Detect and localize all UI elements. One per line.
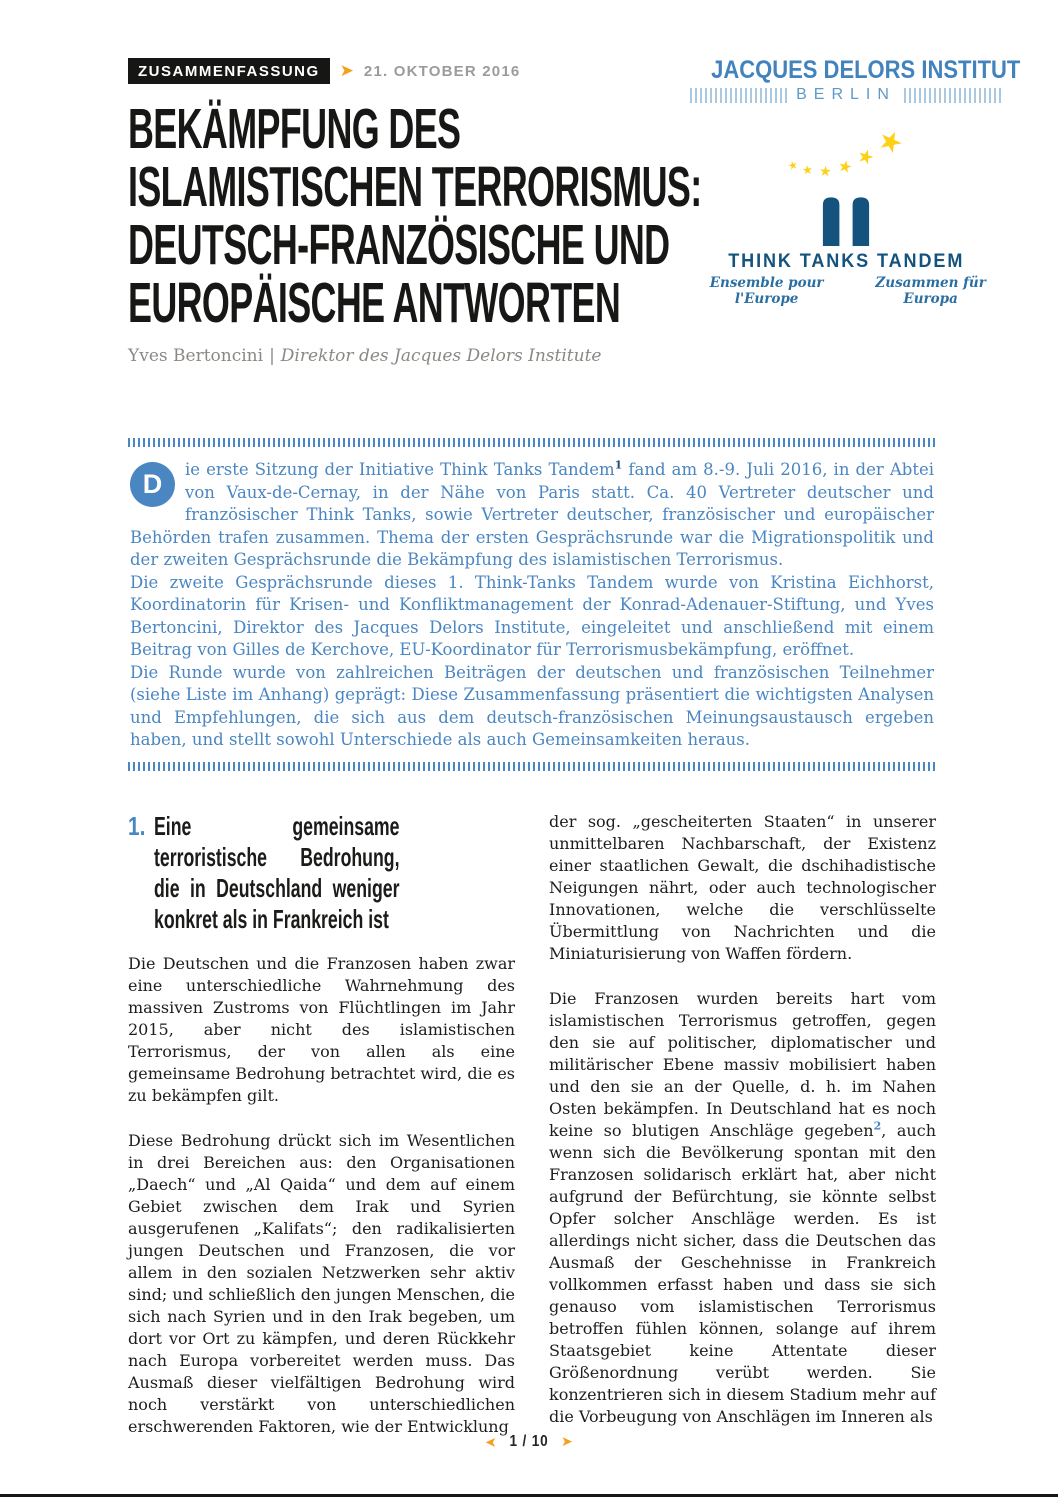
author-name: Yves Bertoncini bbox=[128, 346, 264, 366]
author-separator: | bbox=[269, 346, 275, 366]
arrow-right-icon: ➤ bbox=[339, 60, 354, 81]
berlin-row bbox=[690, 86, 1002, 104]
arrow-right-icon: ➤ bbox=[561, 1434, 573, 1450]
abstract-p1-text: ie erste Sitzung der Initiative Think Tanks Tandem bbox=[185, 460, 615, 479]
star-icon: ★ bbox=[801, 162, 814, 178]
body-paragraph bbox=[549, 988, 936, 1428]
body-paragraph: Diese Bedrohung drückt sich im Wesentlichen in drei Bereichen aus: den Organisationen „Daech“ und „Al Qaida“ und dem auf einem Gebiet zwischen dem Irak und Syrien ausgerufenen „Kalifats“; den radikalisierten jungen Deutschen und Franzosen, die vor allem in den sozialen Netzwerken sehr aktiv sind; und schließlich den jungen Menschen, die sich nach Syrien und in den Irak begeben, um dort vor Ort zu kämpfen, und deren Rückkehr nach Europa vorbereitet werden muss. Das Ausmaß dieser vielfältigen Bedrohung wird noch verstärkt von unterschiedlichen erschwerenden Faktoren, wie der Entwicklung bbox=[128, 1130, 515, 1436]
section-1-number: 1. bbox=[128, 810, 146, 841]
berlin-bars-right-icon bbox=[904, 88, 1002, 103]
title-line-4: EUROPÄISCHE ANTWORTEN bbox=[128, 271, 621, 335]
star-icon: ★ bbox=[786, 157, 800, 174]
page-indicator: 1 / 10 bbox=[509, 1433, 549, 1450]
abstract-p1-text-cont: fand am 8.-9. Juli 2016, in der Abtei von Vaux-de-Cernay, in der Nähe von Paris statt. Ca. 40 Vertreter deutscher und französischer Think Tanks, sowie Vertreter deutscher, französischer und europäischer Behörden trafen zusammen. Thema der ersten Gesprächsrunde war die Migrationspolitik und der zweiten Gesprächsrunde die Bekämpfung des islamistischen Terrorismus. bbox=[130, 460, 934, 569]
abstract-text bbox=[128, 447, 936, 762]
footnote-ref-2: 2 bbox=[873, 1119, 882, 1133]
abstract-paragraph-3: Die Runde wurde von zahlreichen Beiträgen der deutschen und französischen Teilnehmer (siehe Liste im Anhang) geprägt: Diese Zusammenfassung präsentiert die wichtigsten Analysen und Empfehlungen, die sich aus dem deutsch-französischen Meinungsaustausch ergeben haben, und stellt sowohl Unterschiede als auch Gemeinsamkeiten heraus. bbox=[130, 662, 934, 749]
body-columns bbox=[128, 811, 936, 1461]
body-paragraph: Die Deutschen und die Franzosen haben zwar eine unterschiedliche Wahrnehmung des massiven Zustroms von Flüchtlingen im Jahr 2015, aber nicht des islamistischen Terrorismus, der von allen als eine gemeinsame Bedrohung betrachtet wird, die es zu bekämpfen gilt. bbox=[128, 953, 515, 1105]
berlin-bars-left-icon bbox=[690, 88, 788, 103]
think-tanks-tandem-logo bbox=[690, 121, 1002, 307]
star-icon: ★ bbox=[854, 143, 878, 171]
right-column bbox=[549, 811, 936, 1461]
abstract-box bbox=[128, 438, 936, 771]
arrow-left-icon: ➤ bbox=[485, 1434, 497, 1450]
logo-block bbox=[690, 56, 1021, 307]
left-column bbox=[128, 811, 515, 1461]
star-icon: ★ bbox=[836, 155, 855, 178]
footnote-ref-1: 1 bbox=[614, 458, 623, 472]
title-line-3: DEUTSCH-FRANZÖSISCHE UND bbox=[128, 213, 670, 277]
body-paragraph: der sog. „gescheiterten Staaten“ in unserer unmittelbaren Nachbarschaft, der Existenz einer staatlichen Gewalt, die dschihadistische Neigungen nährt, oder auch technologischer Innovationen, welche die verschlüsselte Übermittlung von Nachrichten und die Miniaturisierung von Waffen fördern. bbox=[549, 811, 936, 963]
document-type-badge: ZUSAMMENFASSUNG bbox=[128, 58, 330, 84]
tandem-logo-text: THINK TANKS TANDEM bbox=[727, 251, 965, 272]
page-footer bbox=[0, 1433, 1058, 1451]
publication-date: 21. OKTOBER 2016 bbox=[363, 62, 521, 80]
tagline-french: Ensemble pour l'Europe bbox=[709, 275, 824, 307]
institute-logo-text: JACQUES DELORS INSTITUT bbox=[711, 56, 1021, 84]
section-1-title: Eine gemeinsame terroristische Bedrohung, die in Deutschland weniger konkret als in Frankreich ist bbox=[154, 810, 400, 934]
star-icon: ★ bbox=[872, 121, 909, 162]
title-line-1: BEKÄMPFUNG DES bbox=[128, 97, 461, 161]
author-role: Direktor des Jacques Delors Institute bbox=[280, 346, 602, 366]
dotted-divider-top bbox=[128, 438, 936, 447]
body-p2-text-cont: , auch wenn sich die Bevölkerung spontan mit den Franzosen solidarisch erklärt hat, aber nicht aufgrund der Befürchtung, sie könnte selbst Opfer solcher Anschläge werden. Es ist allerdings nicht sicher, dass die Deutschen das Ausmaß der Geschehnisse in Frankreich vollkommen erfasst haben und dass sie sich genauso vom islamistischen Terrorismus betroffen fühlen können, solange auf ihrem Staatsgebiet keine Attentate dieser Größenordnung verübt werden. Sie konzentrieren sich in diesem Stadium mehr auf die Vorbeugung von Anschlägen im Inneren als bbox=[549, 1120, 937, 1426]
abstract-paragraph-1 bbox=[130, 459, 934, 572]
dotted-divider-bottom bbox=[128, 762, 936, 771]
tandem-arch-icon bbox=[794, 180, 898, 246]
author-line bbox=[128, 346, 936, 366]
dropcap-letter: D bbox=[130, 462, 175, 507]
abstract-paragraph-2: Die zweite Gesprächsrunde dieses 1. Think-Tanks Tandem wurde von Kristina Eichhorst, Koordinatorin für Krisen- und Konfliktmanagement der Konrad-Adenauer-Stiftung, und Yves Bertoncini, Direktor des Jacques Delors Institute, eingeleitet und anschließend mit einem Beitrag von Gilles de Kerchove, EU-Koordinator für Terrorismusbekämpfung, eröffnet. bbox=[130, 572, 934, 659]
institute-city: BERLIN bbox=[796, 86, 896, 103]
title-line-2: ISLAMISTISCHEN TERRORISMUS: bbox=[128, 155, 702, 219]
stars-arc bbox=[690, 121, 1002, 181]
tandem-taglines bbox=[690, 275, 1002, 307]
tagline-german: Zusammen für Europa bbox=[875, 275, 986, 307]
star-icon: ★ bbox=[818, 163, 833, 181]
section-1-heading bbox=[128, 811, 515, 935]
body-p2-text: Die Franzosen wurden bereits hart vom islamistischen Terrorismus getroffen, gegen den sie auf politischer, diplomatischer und militärischer Ebene massiv mobilisiert haben und den sie an der Quelle, d. h. im Nahen Osten bekämpfen. In Deutschland hat es noch keine so blutigen Anschläge gegeben bbox=[549, 988, 936, 1140]
